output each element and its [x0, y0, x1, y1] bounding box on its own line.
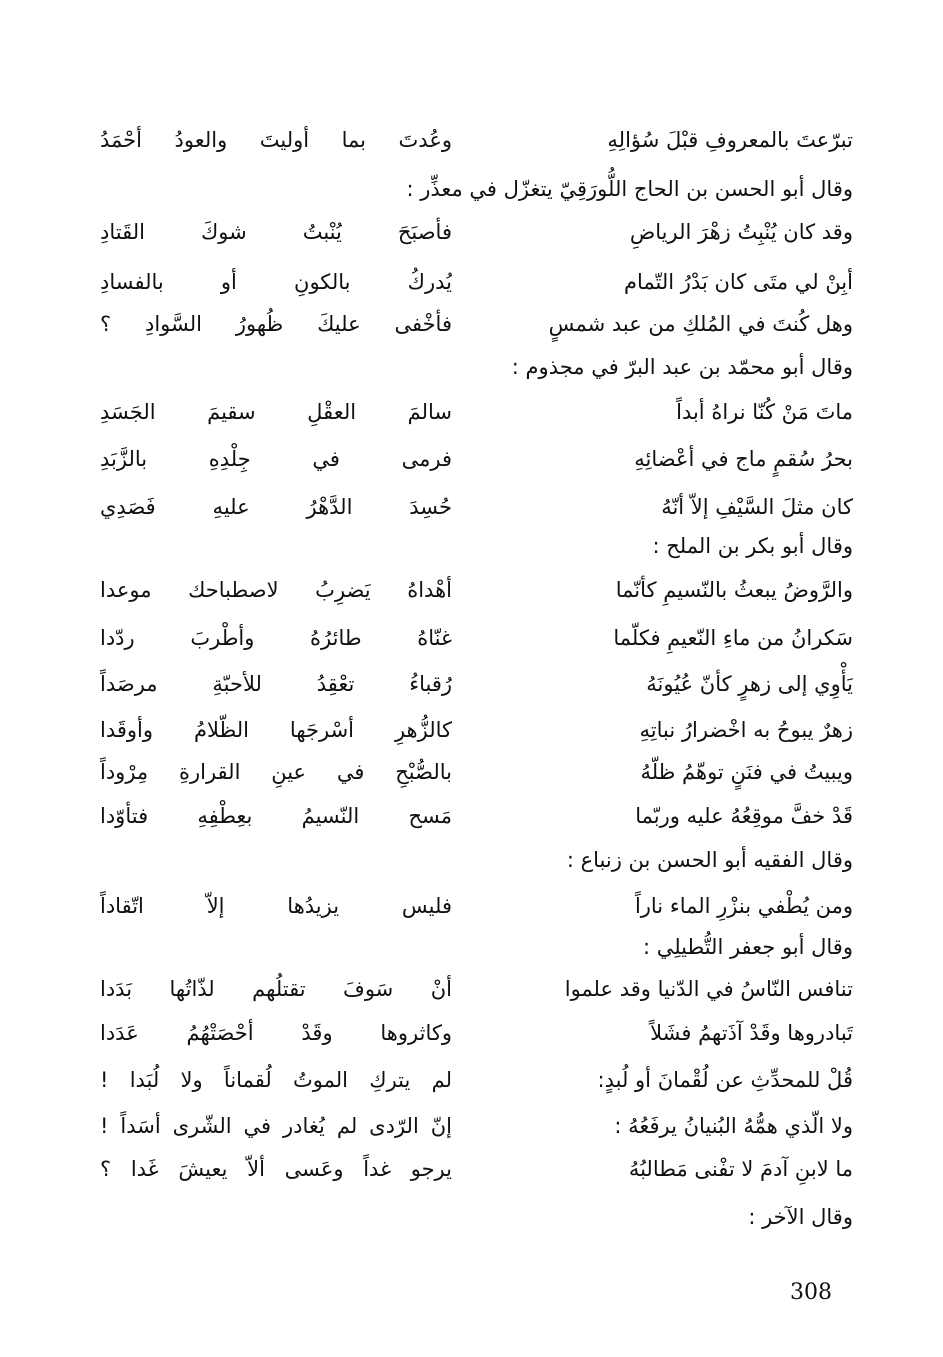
verse-first-hemistich: ماتَ مَنْ كُنّا نراهُ أبداً — [676, 400, 853, 424]
verse-first-hemistich: ومن يُطْفي بنزْرِ الماء ناراً — [634, 894, 853, 918]
verse-first-hemistich: تَبادروها وقَدْ آذَتهمُ فشَلاً — [650, 1021, 853, 1045]
verse-second-hemistich: فأخْفى عليكَ ظُهورُ السَّوادِ ؟ — [100, 312, 452, 336]
verse-second-hemistich: غنّاهُ طائرُهُ وأطْربَ ردّدا — [100, 626, 452, 650]
verse-second-hemistich: فأصبَحَ يُنْبتُ شوكَ القَتادِ — [100, 220, 452, 244]
verse-second-hemistich: إنّ الرّدى لم يُغادر في الشّرى أسَداً ! — [100, 1114, 452, 1138]
page-number: 308 — [790, 1280, 832, 1305]
verse-second-hemistich: وعُدتَ بما أوليتَ والعودُ أحْمَدُ — [100, 128, 452, 152]
verse-second-hemistich: سالمَ العقْلِ سقيمَ الجَسَدِ — [100, 400, 452, 424]
verse-first-hemistich: قَدْ خفَّ موقِعُهُ عليه وربّما — [635, 804, 853, 828]
verse-first-hemistich: والرَّوضُ يبعثُ بالنّسيمِ كأنّما — [615, 578, 853, 602]
verse-first-hemistich: سَكرانُ من ماءِ النّعيمِ فكلّما — [613, 626, 853, 650]
verse-second-hemistich: أنْ سَوفَ تقتلُهم لذّاتُها بَدَدا — [100, 977, 452, 1001]
verse-first-hemistich: ما لابنِ آدمَ لا تفْنى مَطالبُهُ — [628, 1157, 853, 1181]
verse-second-hemistich: رُقباءُ تعْقِدُ للأحبّةِ مرصَداً — [100, 672, 452, 696]
verse-first-hemistich: قُلْ للمحدِّثِ عن لُقْمانَ أو لُبدٍ: — [597, 1068, 853, 1092]
verse-second-hemistich: مَسح النّسيمُ بعِطْفِهِ فتأوّدا — [100, 804, 452, 828]
section-intro: وقال أبو جعفر التُّطيلِي : — [642, 935, 853, 959]
section-intro: وقال أبو بكر بن الملح : — [652, 534, 853, 558]
verse-second-hemistich: حُسِدَ الدَّهْرُ عليهِ فَصَدِي — [100, 495, 452, 519]
verse-first-hemistich: وقد كان يُنْبِتُ زهْرَ الرياضِ — [629, 220, 853, 244]
verse-second-hemistich: كالزُّهرِ أسْرجَها الظّلامُ وأوقَدا — [100, 718, 452, 742]
verse-second-hemistich: فرمى في جِلْدِهِ بالزَّبَدِ — [100, 447, 452, 471]
verse-first-hemistich: ولا الّذي همُّهُ البُنيانُ يرفَعُهُ : — [614, 1114, 853, 1138]
section-intro: وقال الفقيه أبو الحسن بن زنباع : — [566, 848, 853, 872]
verse-second-hemistich: فليس يزيدُها إلاّ اتّقاداً — [100, 894, 452, 918]
verse-first-hemistich: وهل كُنتَ في المُلكِ من عبد شمسٍ — [548, 312, 853, 336]
verse-second-hemistich: لم يتركِ الموتُ لُقماناً ولا لُبَدا ! — [100, 1068, 452, 1092]
verse-first-hemistich: كان مثلَ السَّيْفِ إلاّ أنّهُ — [661, 495, 853, 519]
section-intro: وقال أبو الحسن بن الحاج اللُّورَقِيّ يتغزّل في معذِّر : — [406, 177, 853, 201]
verse-second-hemistich: أهْداهُ يَضرِبُ لاصطباحك موعدا — [100, 578, 452, 602]
verse-second-hemistich: يُدركُ بالكونِ أو بالفسادِ — [100, 270, 452, 294]
verse-second-hemistich: وكاثروها وقَدْ أحْصَتْهُمُ عَدَدا — [100, 1021, 452, 1045]
verse-first-hemistich: تنافس النّاسُ في الدّنيا وقد علموا — [564, 977, 853, 1001]
verse-first-hemistich: بحرُ سُقمٍ ماج في أعْضائِهِ — [634, 447, 853, 471]
section-intro: وقال الآخر : — [748, 1205, 853, 1229]
verse-second-hemistich: بالصُّبْحِ في عينِ القرارةِ مِرْوداً — [100, 760, 452, 784]
verse-first-hemistich: زهرٌ يبوحُ به اخْضرارُ نباتِهِ — [639, 718, 853, 742]
verse-first-hemistich: أبِنْ لي متَى كان بَدْرُ التّمام — [624, 270, 853, 294]
section-intro: وقال أبو محمّد بن عبد البرّ في مجذوم : — [511, 355, 853, 379]
verse-first-hemistich: ويبيتُ في فنَنٍ توهّمُ ظلّهُ — [640, 760, 853, 784]
verse-second-hemistich: يرجو غداً وعَسى ألاّ يعيشَ غَدا ؟ — [100, 1157, 452, 1181]
verse-first-hemistich: يَأْوِي إلى زهرٍ كأنّ عُيُونَهُ — [646, 672, 853, 696]
verse-first-hemistich: تبرّعتَ بالمعروفِ قبْلَ سُؤالِهِ — [607, 128, 853, 152]
